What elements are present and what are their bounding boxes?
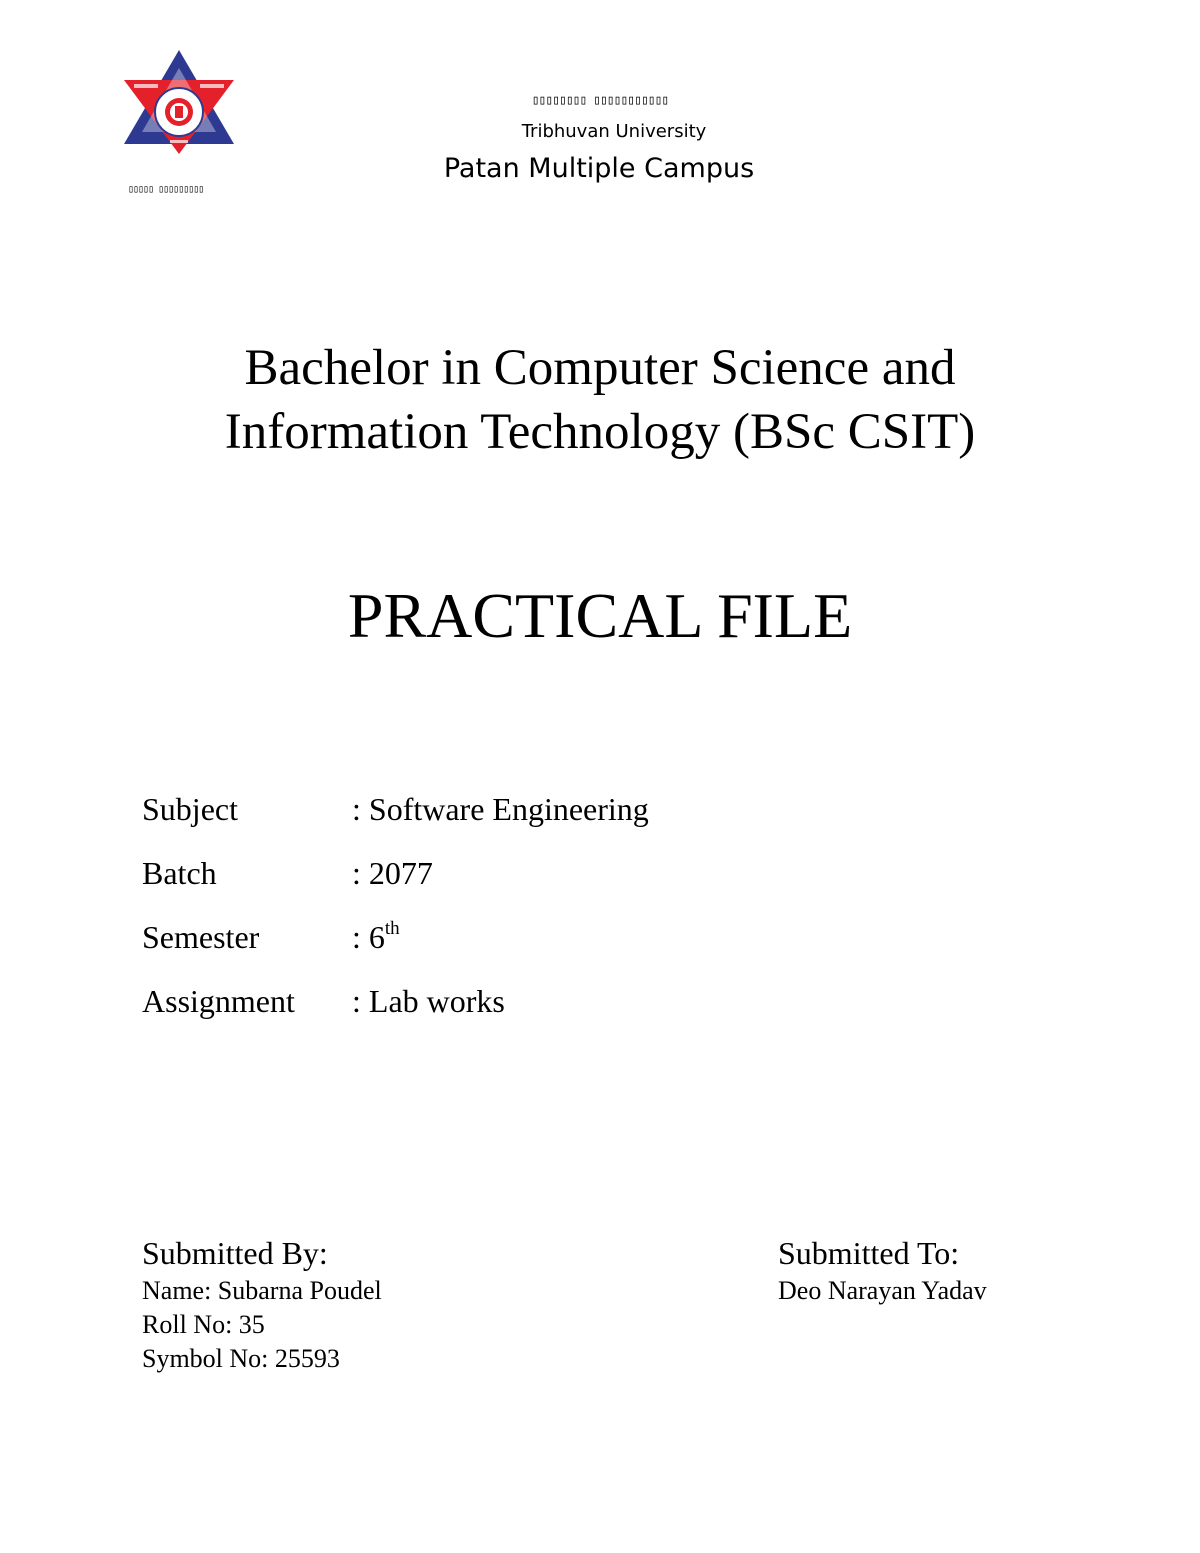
university-name-nepali: ▯▯▯▯▯▯▯▯ ▯▯▯▯▯▯▯▯▯▯▯ xyxy=(531,93,669,108)
roll-number: Roll No: 35 xyxy=(142,1310,265,1339)
detail-row-batch xyxy=(142,850,649,914)
university-logo xyxy=(120,48,238,156)
document-type-title: PRACTICAL FILE xyxy=(347,580,853,651)
detail-row-assignment xyxy=(142,978,649,1042)
detail-label: Assignment xyxy=(142,983,295,1019)
symbol-number: Symbol No: 25593 xyxy=(142,1344,340,1373)
ordinal-suffix: th xyxy=(384,918,400,939)
degree-title-line-2: Information Technology (BSc CSIT) xyxy=(224,404,976,460)
submitted-to-heading: Submitted To: xyxy=(778,1235,960,1271)
detail-value: : 6th xyxy=(352,918,400,955)
details-list xyxy=(142,786,649,1042)
logo-caption: ▯▯▯▯▯ ▯▯▯▯▯▯▯▯▯ xyxy=(128,184,204,195)
campus-name: Patan Multiple Campus xyxy=(443,153,755,184)
student-name: Name: Subarna Poudel xyxy=(142,1276,382,1305)
submitted-to-block xyxy=(778,1232,987,1308)
detail-row-semester xyxy=(142,914,649,978)
detail-value: : 2077 xyxy=(352,855,433,891)
detail-label: Semester xyxy=(142,919,260,955)
detail-label: Subject xyxy=(142,791,238,827)
detail-label: Batch xyxy=(142,855,217,891)
degree-title-line-1: Bachelor in Computer Science and xyxy=(244,340,956,396)
detail-row-subject xyxy=(142,786,649,850)
teacher-name: Deo Narayan Yadav xyxy=(778,1276,987,1305)
detail-value: : Software Engineering xyxy=(352,791,649,827)
submitted-by-block xyxy=(142,1232,382,1376)
submitted-by-heading: Submitted By: xyxy=(142,1235,328,1271)
degree-title xyxy=(100,336,1100,464)
detail-value: : Lab works xyxy=(352,983,505,1019)
university-name: Tribhuvan University xyxy=(521,121,707,142)
